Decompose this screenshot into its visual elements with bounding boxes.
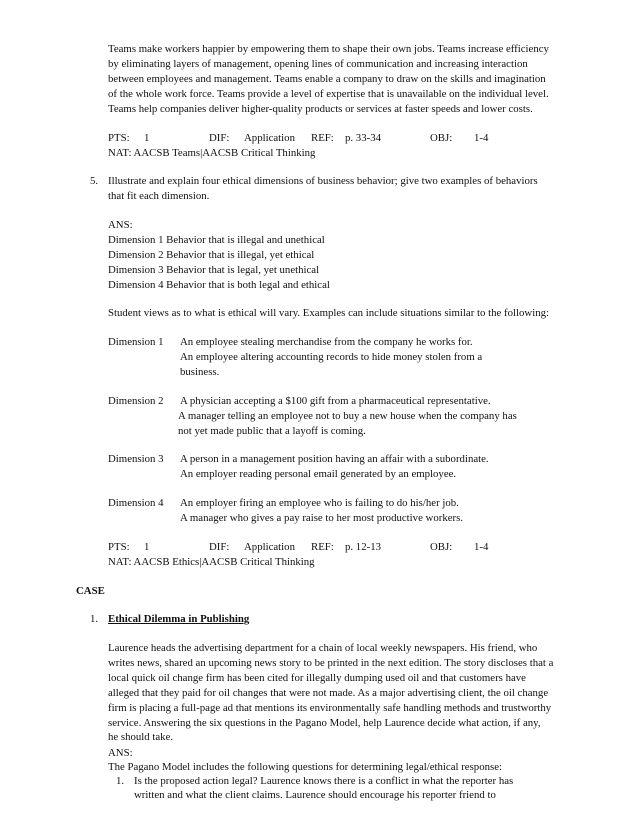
dimension-line: Dimension 2 Behavior that is illegal, yet ethical: [108, 248, 315, 261]
example-dimension-label: Dimension 1: [108, 336, 164, 349]
pts-label: PTS:: [108, 540, 130, 553]
example-line: An employer reading personal email generated by an employee.: [180, 468, 457, 481]
ref-value: p. 12-13: [345, 540, 381, 553]
example-line: An employer firing an employee who is failing to do his/her job.: [180, 497, 459, 510]
pagano-item-line: Is the proposed action legal? Laurence knows there is a conflict in what the reporter has: [134, 775, 514, 787]
pts-value: 1: [144, 540, 150, 553]
top-paragraph-line: between employees and management. Teams enable a company to draw on the skills and imagination: [108, 73, 546, 86]
case-paragraph-line: local quick oil change firm has been cited for illegally dumping used oil and that customers have: [108, 671, 526, 684]
case-paragraph-line: writes news, shared an upcoming news story to be printed in the next edition. The story discloses that a: [108, 657, 554, 670]
dimension-line: Dimension 3 Behavior that is legal, yet unethical: [108, 263, 320, 276]
ref-label: REF:: [311, 540, 334, 553]
example-line: A manager who gives a pay raise to her most productive workers.: [180, 511, 464, 524]
pts-value: 1: [144, 131, 150, 144]
top-paragraph-line: by eliminating layers of management, opening lines of communication and increasing interaction: [108, 58, 528, 71]
question-number: 5.: [90, 175, 99, 188]
ref-value: p. 33-34: [345, 131, 381, 144]
pagano-item-line: written and what the client claims. Laurence should encourage his reporter friend to: [134, 789, 496, 801]
top-paragraph-line: Teams make workers happier by empowering them to shape their own jobs. Teams increase efficiency: [108, 43, 549, 56]
case-paragraph-line: he should take.: [108, 731, 174, 744]
ref-label: REF:: [311, 131, 334, 144]
pts-label: PTS:: [108, 131, 130, 144]
case-title: Ethical Dilemma in Publishing: [108, 613, 250, 626]
pagano-item-number: 1.: [116, 775, 125, 787]
example-line: business.: [180, 365, 220, 378]
student-views-text: Student views as to what is ethical will vary. Examples can include situations similar to the following:: [108, 307, 549, 320]
example-line: An employee altering accounting records to hide money stolen from a: [180, 351, 483, 364]
obj-value: 1-4: [474, 540, 489, 553]
case-heading: CASE: [76, 584, 105, 597]
example-dimension-label: Dimension 4: [108, 497, 164, 510]
obj-value: 1-4: [474, 131, 489, 144]
case-paragraph-line: Laurence heads the advertising department for a chain of local weekly newspapers. His friend, who: [108, 642, 538, 655]
top-paragraph-line: Teams help companies deliver higher-quality products or services at faster speeds and lower costs.: [108, 102, 533, 115]
example-line: A physician accepting a $100 gift from a pharmaceutical representative.: [180, 394, 491, 407]
question-text: Illustrate and explain four ethical dimensions of business behavior; give two examples of behaviors: [108, 175, 538, 188]
answer-label: ANS:: [108, 747, 133, 759]
dif-label: DIF:: [209, 131, 230, 144]
dif-value: Application: [244, 540, 295, 553]
case-paragraph-line: alleged that they paid for oil changes that were not made. As a major advertising client, the oil change: [108, 686, 549, 699]
top-paragraph-line: of the whole work force. Teams provide a level of expertise that is unavailable on the individual level.: [108, 87, 549, 100]
example-line: An employee stealing merchandise from the company he works for.: [180, 336, 473, 349]
example-line: A manager telling an employee not to buy a new house when the company has: [178, 409, 517, 422]
dif-value: Application: [244, 131, 295, 144]
example-line: not yet made public that a layoff is coming.: [178, 424, 366, 437]
nat-line: NAT: AACSB Ethics|AACSB Critical Thinking: [108, 555, 315, 568]
obj-label: OBJ:: [430, 540, 453, 553]
case-number: 1.: [90, 613, 99, 626]
example-line: A person in a management position having an affair with a subordinate.: [180, 453, 489, 466]
answer-label: ANS:: [108, 219, 133, 232]
case-paragraph-line: service. Answering the six questions in the Pagano Model, help Laurence decide what action, if any,: [108, 716, 541, 729]
question-text: that fit each dimension.: [108, 190, 210, 203]
case-paragraph-line: firm is placing a full-page ad that mentions its environmentally safe handling methods and trustworthy: [108, 701, 552, 714]
pagano-intro: The Pagano Model includes the following questions for determining legal/ethical response:: [108, 761, 502, 773]
example-dimension-label: Dimension 3: [108, 453, 164, 466]
dimension-line: Dimension 1 Behavior that is illegal and unethical: [108, 233, 325, 246]
example-dimension-label: Dimension 2: [108, 394, 164, 407]
dimension-line: Dimension 4 Behavior that is both legal and ethical: [108, 278, 330, 291]
nat-line: NAT: AACSB Teams|AACSB Critical Thinking: [108, 146, 316, 159]
dif-label: DIF:: [209, 540, 230, 553]
obj-label: OBJ:: [430, 131, 453, 144]
